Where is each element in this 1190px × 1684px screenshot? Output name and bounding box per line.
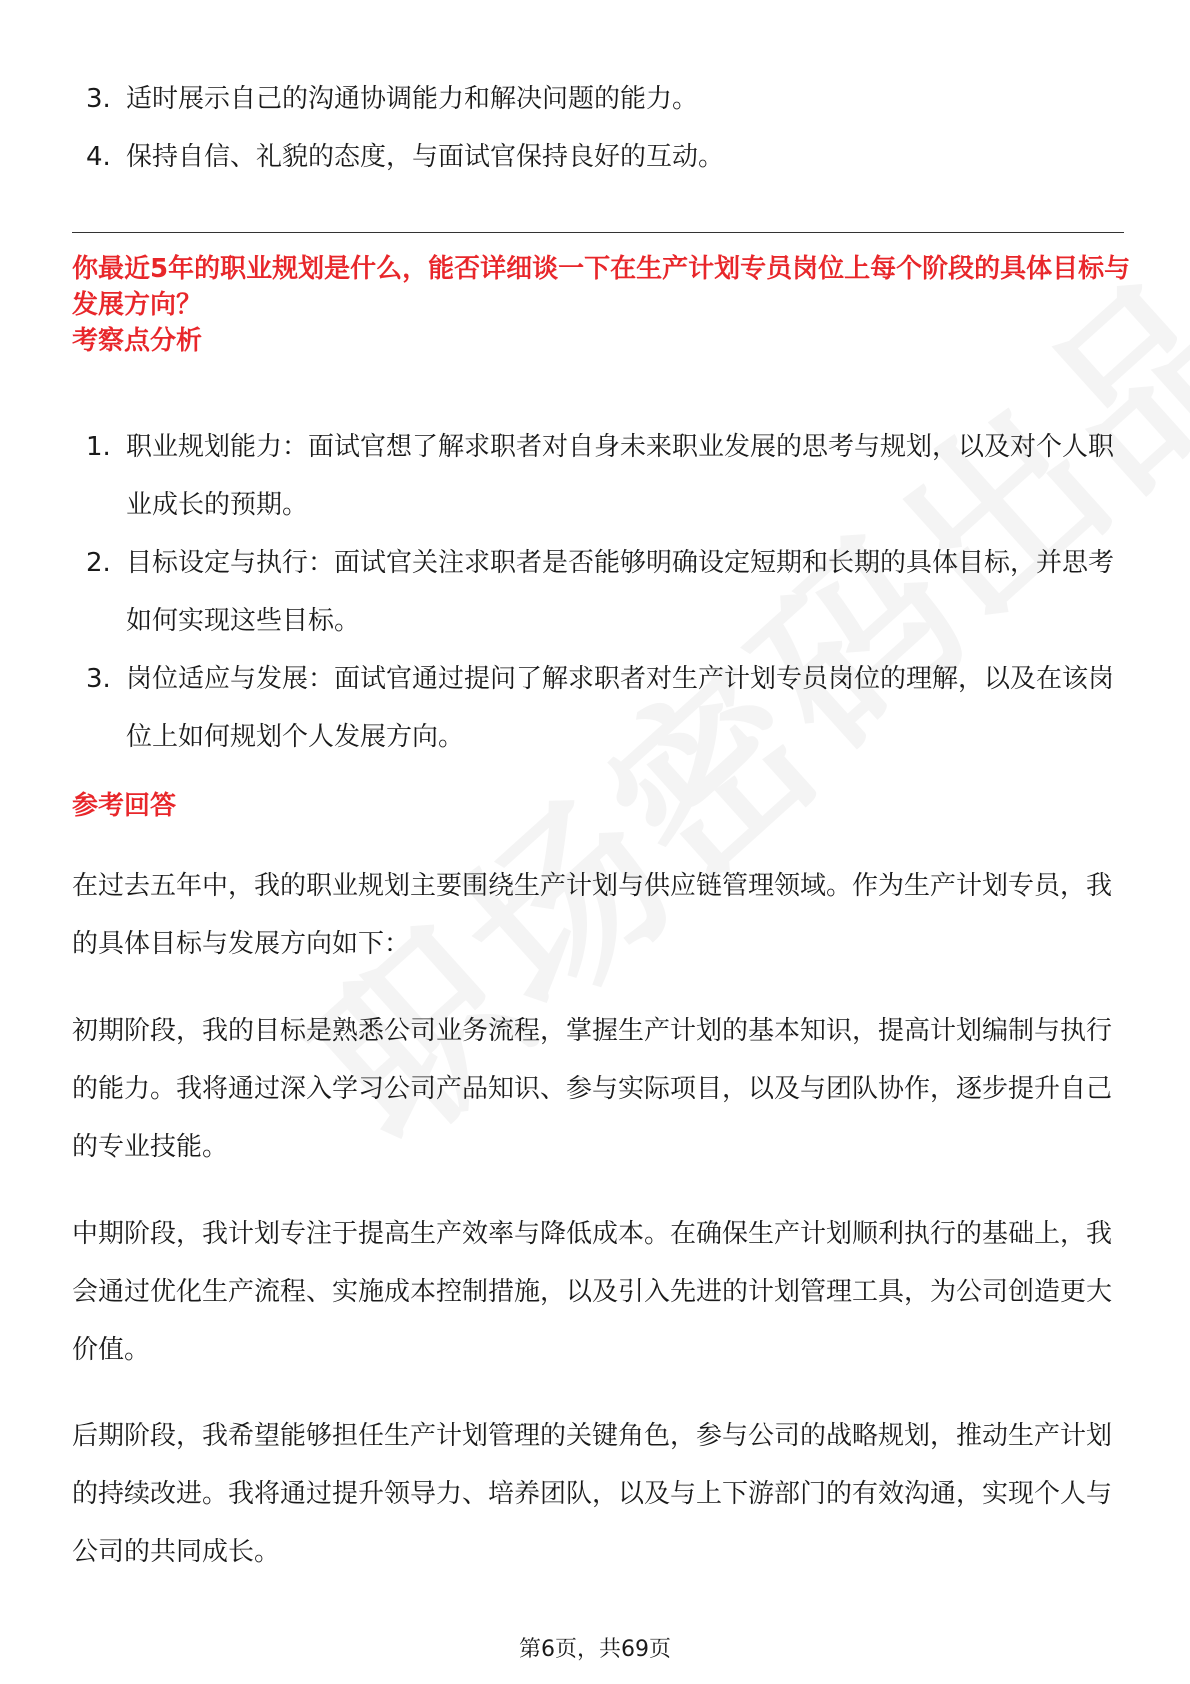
answer-paragraph: 初期阶段，我的目标是熟悉公司业务流程，掌握生产计划的基本知识，提高计划编制与执行的能力。我将通过深入学习公司产品知识、参与实际项目，以及与团队协作，逐步提升自己的专业技能。 (72, 1016, 1113, 1162)
list-text: 岗位适应与发展：面试官通过提问了解求职者对生产计划专员岗位的理解，以及在该岗位上如何规划个人发展方向。 (126, 664, 1115, 752)
list-text: 职业规划能力：面试官想了解求职者对自身未来职业发展的思考与规划，以及对个人职业成长的预期。 (126, 432, 1115, 520)
answer-title: 参考回答 (72, 791, 177, 821)
list-item (86, 534, 1126, 650)
analysis-list (86, 418, 1126, 766)
list-item (86, 650, 1126, 766)
list-item (86, 70, 1126, 128)
list-number: 1. (86, 432, 111, 462)
list-text: 目标设定与执行：面试官关注求职者是否能够明确设定短期和长期的具体目标，并思考如何实现这些目标。 (126, 548, 1115, 636)
list-text: 适时展示自己的沟通协调能力和解决问题的能力。 (126, 84, 699, 114)
list-number: 4. (86, 142, 111, 172)
list-number: 3. (86, 664, 111, 694)
top-numbered-list (86, 70, 1126, 186)
list-item (86, 128, 1126, 186)
answer-paragraph: 中期阶段，我计划专注于提高生产效率与降低成本。在确保生产计划顺利执行的基础上，我会通过优化生产流程、实施成本控制措施，以及引入先进的计划管理工具，为公司创造更大价值。 (72, 1219, 1113, 1365)
answer-paragraph: 在过去五年中，我的职业规划主要围绕生产计划与供应链管理领域。作为生产计划专员，我的具体目标与发展方向如下： (72, 871, 1113, 959)
question-heading: 你最近5年的职业规划是什么，能否详细谈一下在生产计划专员岗位上每个阶段的具体目标与发展方向？ (72, 254, 1131, 320)
list-text: 保持自信、礼貌的态度，与面试官保持良好的互动。 (126, 142, 725, 172)
list-item (86, 418, 1126, 534)
analysis-title: 考察点分析 (72, 326, 203, 356)
section-divider (72, 232, 1124, 233)
answer-paragraph: 后期阶段，我希望能够担任生产计划管理的关键角色，参与公司的战略规划，推动生产计划的持续改进。我将通过提升领导力、培养团队，以及与上下游部门的有效沟通，实现个人与公司的共同成长。 (72, 1421, 1113, 1567)
page-footer: 第6页，共69页 (519, 1637, 671, 1662)
list-number: 3. (86, 84, 111, 114)
list-number: 2. (86, 548, 111, 578)
